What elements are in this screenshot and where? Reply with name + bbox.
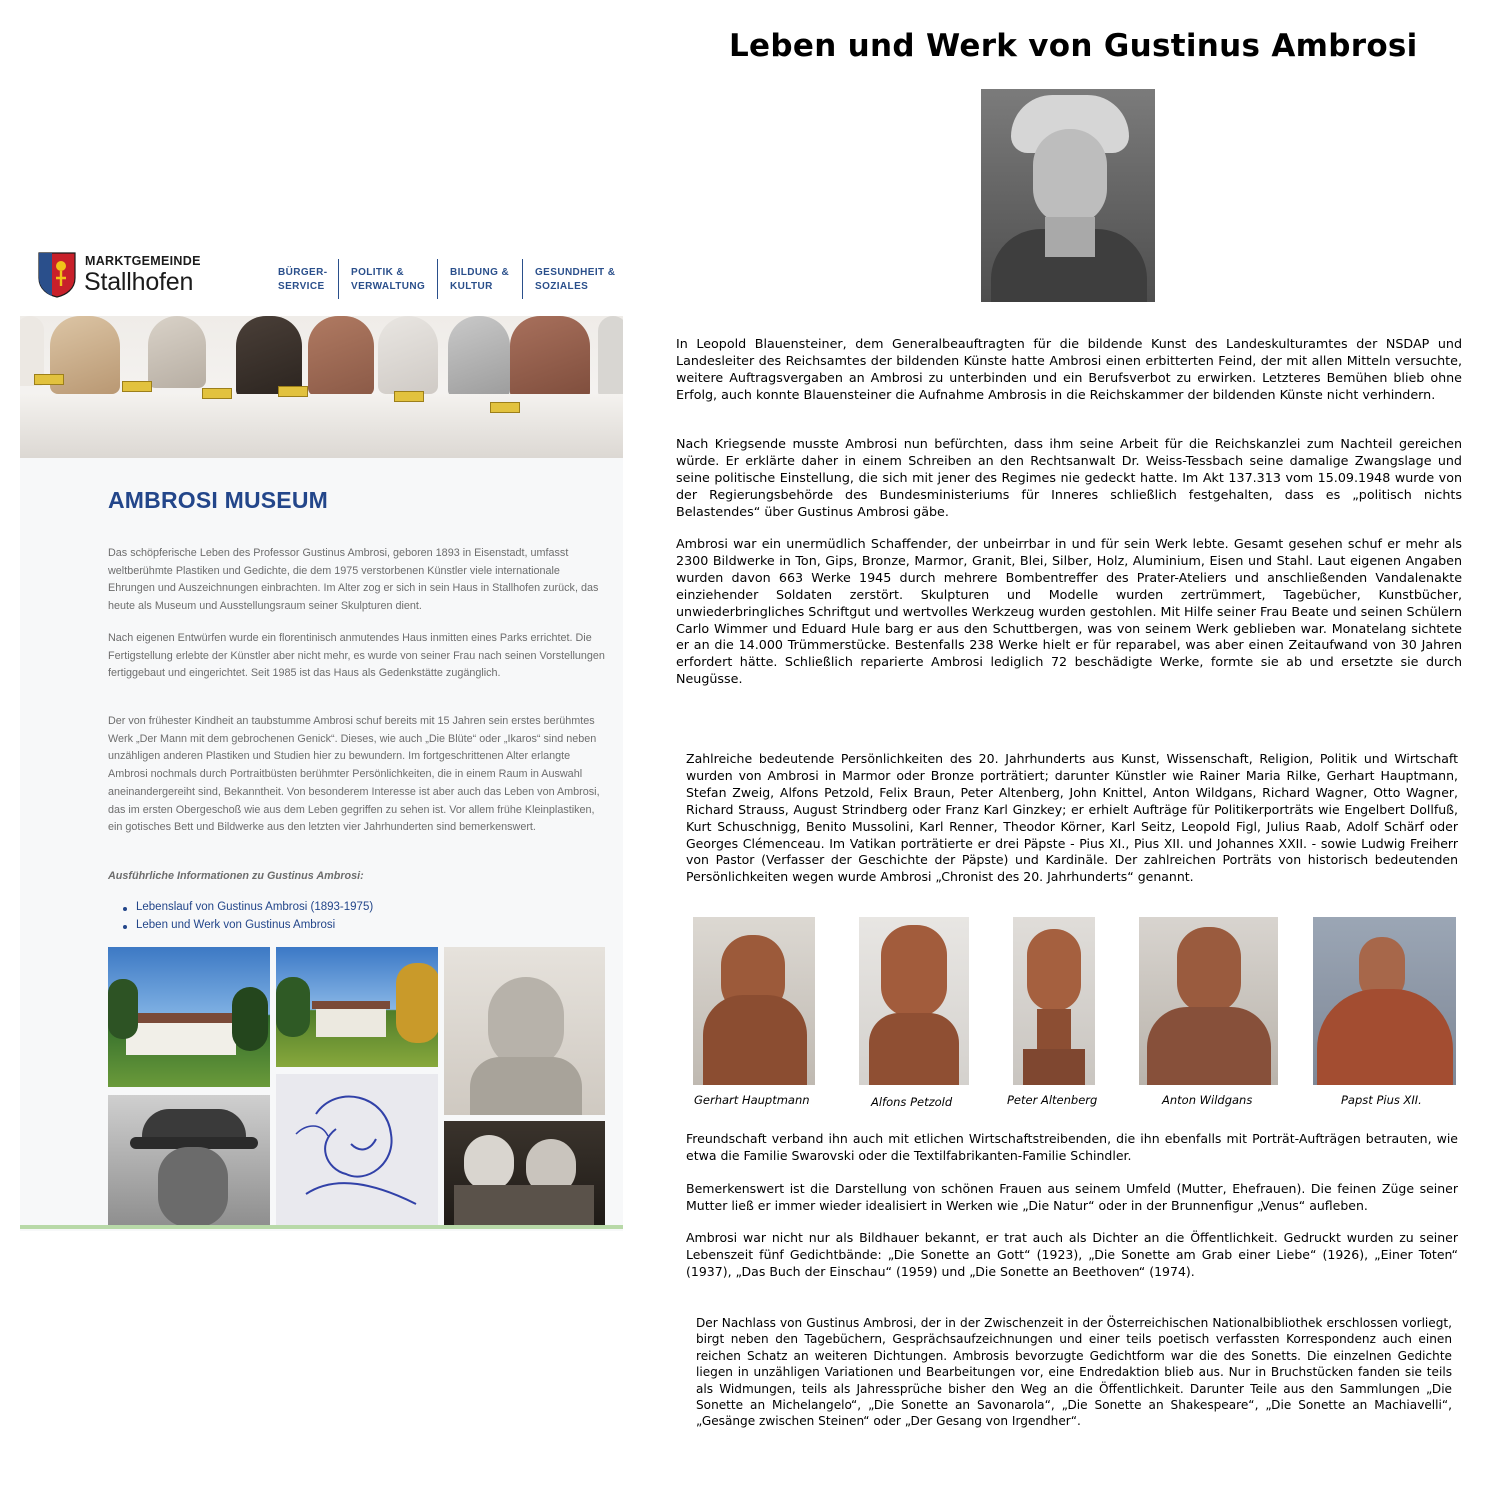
bust-caption: Gerhart Hauptmann: [694, 1093, 810, 1107]
gallery-photo-hat-portrait[interactable]: [108, 1095, 270, 1227]
nav-gesundheit-soziales[interactable]: GESUNDHEIT & SOZIALES: [535, 267, 616, 292]
municipality-crest-icon[interactable]: [38, 252, 76, 298]
bust-caption: Papst Pius XII.: [1341, 1093, 1422, 1107]
gallery-sketch[interactable]: [276, 1074, 438, 1227]
nav-divider: [522, 259, 523, 299]
gallery-photo-couple[interactable]: [444, 1121, 605, 1227]
link-leben-und-werk[interactable]: Leben und Werk von Gustinus Ambrosi: [123, 919, 335, 931]
bust-photo-hauptmann: [693, 917, 815, 1085]
site-paragraph: Nach eigenen Entwürfen wurde ein florentinisch anmutendes Haus inmitten eines Parks errichtet. Die Fertigstellung erlebte der Künstler aber nicht mehr, es wurde von seiner Frau nach seinen Vorstellungen fertiggebaut und eingerichtet. Seit 1985 ist das Haus als Gedenkstätte zugänglich.: [108, 632, 605, 680]
website-screenshot: [20, 240, 623, 1231]
gallery-photo-villa[interactable]: [108, 947, 270, 1087]
document-paragraph: Nach Kriegsende musste Ambrosi nun befürchten, dass ihm seine Arbeit für die Reichskanzlei zum Nachteil gereichen würde. Er erklärte daher in einem Schreiben an den Rechtsanwalt Dr. Weiss-Tessbach seine damalige Zwangslage und seine politische Einstellung, die sich mit jener des Regimes nie gedeckt hatte. Im Akt 137.313 vom 15.09.1948 wurde von der Regierungsbehörde des Bundesministeriums für Inneres schließlich festgehalten, dass es „politisch nichts Belastendes“ über Gustinus Ambrosi gäbe.: [676, 436, 1462, 519]
gallery-drawing-portrait[interactable]: [444, 947, 605, 1115]
info-label: Ausführliche Informationen zu Gustinus Ambrosi:: [108, 870, 364, 882]
document-paragraph: Zahlreiche bedeutende Persönlichkeiten des 20. Jahrhunderts aus Kunst, Wissenschaft, Religion, Politik und Wirtschaft wurden von Ambrosi in Marmor oder Bronze porträtiert; darunter Künstler wie Rainer Maria Rilke, Gerhart Hauptmann, Stefan Zweig, Alfons Petzold, Felix Braun, Peter Altenberg, John Knittel, Anton Wildgans, Richard Wagner, Otto Wagner, Richard Strauss, August Strindberg oder Franz Karl Ginzkey; er erhielt Aufträge für Politikerporträts wie Engelbert Dollfuß, Kurt Schuschnigg, Benito Mussolini, Karl Renner, Theodor Körner, Karl Seitz, Leopold Figl, Julius Raab, Adolf Schärf oder Georges Clémenceau. Im Vatikan porträtierte er drei Päpste - Pius XI., Pius XII. und Johannes XXII. - sowie Ludwig Freiherr von Pastor (Verfasser der Geschichte der Päpste) und Kardinäle. Der zahlreichen Porträts von historisch bedeutenden Persönlichkeiten wegen wurde Ambrosi „Chronist des 20. Jahrhunderts“ genannt.: [686, 751, 1458, 885]
site-paragraph: Das schöpferische Leben des Professor Gustinus Ambrosi, geboren 1893 in Eisenstadt, umfasst weltberühmte Plastiken und Gedichte, die dem 1975 verstorbenen Künstler viele internationale Ehrungen und Auszeichnungen einbrachten. Im Alter zog er sich in sein Haus in Stallhofen zurück, das heute als Museum und Ausstellungsraum seiner Skulpturen dient.: [108, 547, 599, 613]
bust-caption: Alfons Petzold: [871, 1095, 953, 1109]
gallery-photo-villa-park[interactable]: [276, 947, 438, 1067]
brand-subtitle[interactable]: MARKTGEMEINDE: [85, 254, 201, 268]
bust-caption: Peter Altenberg: [1007, 1093, 1098, 1107]
footer-divider: [20, 1225, 623, 1229]
bust-caption: Anton Wildgans: [1162, 1093, 1253, 1107]
site-paragraph: Der von frühester Kindheit an taubstumme Ambrosi schuf bereits mit 15 Jahren sein erstes berühmtes Werk „Der Mann mit dem gebrochenen Genick“. Dieses, wie auch „Die Blüte“ oder „Ikaros“ sind neben unzähligen anderen Plastiken und Studien hier zu bewundern. Im fortgeschrittenen Alter erlangte Ambrosi nochmals durch Portraitbüsten berühmter Persönlichkeiten, die in einem Raum in Auswahl aneinandergereiht sind, Bekanntheit. Von besonderem Interesse ist aber auch das Leben von Ambrosi, das im ersten Obergeschoß wie aus dem Leben gegriffen zu sehen ist. Vor allem frühe Kleinplastiken, ein gotisches Bett und Bildwerke aus den letzten vier Jahrhunderten sind bemerkenswert.: [108, 715, 600, 834]
site-header: [20, 240, 623, 316]
nav-divider: [437, 259, 438, 299]
nav-politik-verwaltung[interactable]: POLITIK & VERWALTUNG: [351, 267, 426, 292]
bust-photo-wildgans: [1139, 917, 1278, 1085]
brand-name[interactable]: Stallhofen: [84, 268, 194, 296]
document-paragraph: Bemerkenswert ist die Darstellung von schönen Frauen aus seinem Umfeld (Mutter, Ehefrauen). Die feinen Züge seiner Mutter ließ er immer wieder idealisiert in Werken wie „Die Natur“ oder in der Brunnenfigur „Venus“ aufleben.: [686, 1181, 1458, 1213]
bust-photo-pius-xii: [1313, 917, 1456, 1085]
nav-buergerservice[interactable]: BÜRGER- SERVICE: [278, 267, 328, 292]
bullet-icon: [123, 925, 127, 929]
museum-title: AMBROSI MUSEUM: [108, 487, 329, 513]
bust-photo-petzold: [859, 917, 969, 1085]
document-paragraph: Der Nachlass von Gustinus Ambrosi, der in der Zwischenzeit in der Österreichischen Nationalbibliothek erschlossen vorliegt, birgt neben den Tagebüchern, Gesprächsaufzeichnungen und einer teils poetisch verfassten Korrespondenz auch einen reichen Schatz an weiteren Dichtungen. Ambrosis bevorzugte Gedichtform war die des Sonetts. Die einzelnen Gedichte liegen in unzähligen Variationen und Bearbeitungen vor, eine Endredaktion blieb aus. Nur in Bruchstücken fanden sie teils als Widmungen, teils als Jahressprüche bisher den Weg an die Öffentlichkeit. Darunter Teile aus den Sammlungen „Die Sonette an Michelangelo“, „Die Sonette an Savonarola“, „Die Sonette an Shakespeare“, „Die Sonette an Machiavelli“, „Gesänge zwischen Steinen“ oder „Der Gesang von Irgendher“.: [696, 1316, 1452, 1429]
sculpture-banner-image: [20, 316, 623, 458]
bust-photo-altenberg: [1013, 917, 1095, 1085]
document-title: Leben und Werk von Gustinus Ambrosi: [729, 28, 1418, 64]
nav-bildung-kultur[interactable]: BILDUNG & KULTUR: [450, 267, 510, 292]
bullet-icon: [123, 907, 127, 911]
document-paragraph: Ambrosi war nicht nur als Bildhauer bekannt, er trat auch als Dichter an die Öffentlichkeit. Gedruckt wurden zu seiner Lebenszeit fünf Gedichtbände: „Die Sonette an Gott“ (1923), „Die Sonette am Grab einer Liebe“ (1926), „Einer Toten“ (1937), „Das Buch der Einschau“ (1959) und „Die Sonette an Beethoven“ (1974).: [686, 1230, 1458, 1279]
portrait-photo-ambrosi: [981, 89, 1155, 302]
document-paragraph: Ambrosi war ein unermüdlich Schaffender, der unbeirrbar in und für sein Werk lebte. Gesamt gesehen schuf er mehr als 2300 Bildwerke in Ton, Gips, Bronze, Marmor, Granit, Blei, Silber, Holz, Aluminium, Eisen und Stahl. Laut eigenen Angaben wurden davon 663 Werke 1945 durch mehrere Bombentreffer des Prater-Ateliers und anschließenden Vandalenakte einziehender Soldaten zerstört. Skulpturen und Modelle wurden zertrümmert, Tagebücher, Kunstbücher, unwiederbringliches Schriftgut und wertvolles Werkzeug wurden gestohlen. Mit Hilfe seiner Frau Beate und seinen Schülern Carlo Wimmer und Eduard Hule barg er aus den Schuttbergen, was von seinem Werk geblieben war. Monatelang sichtete er an die 14.000 Trümmerstücke. Bestenfalls 238 Werke hielt er für reparabel, was aber einen Zeitaufwand von 30 Jahren erfordert hätte. Schließlich reparierte Ambrosi lediglich 72 beschädigte Werke, formte sie ab und ersetzte sie durch Neugüsse.: [676, 536, 1462, 687]
document-paragraph: Freundschaft verband ihn auch mit etlichen Wirtschaftstreibenden, die ihn ebenfalls mit Porträt-Aufträgen betrauten, wie etwa die Familie Swarovski oder die Textilfabrikanten-Familie Schindler.: [686, 1131, 1458, 1163]
document-paragraph: In Leopold Blauensteiner, dem Generalbeauftragten für die bildende Kunst des Landeskulturamtes der NSDAP und Landesleiter des Reichsamtes der bildenden Künste hatte Ambrosi einen erbitterten Feind, der mit allen Mitteln versuchte, weitere Auftragsvergaben an Ambrosi zu unterbinden und ein Berufsverbot zu erwirken. Letzteres Bemühen blieb ohne Erfolg, auch konnte Blauensteiner die Aufnahme Ambrosis in die Reichskammer der bildenden Künste nicht verhindern.: [676, 336, 1462, 402]
nav-divider: [338, 259, 339, 299]
link-lebenslauf[interactable]: Lebenslauf von Gustinus Ambrosi (1893-1975): [123, 901, 373, 913]
